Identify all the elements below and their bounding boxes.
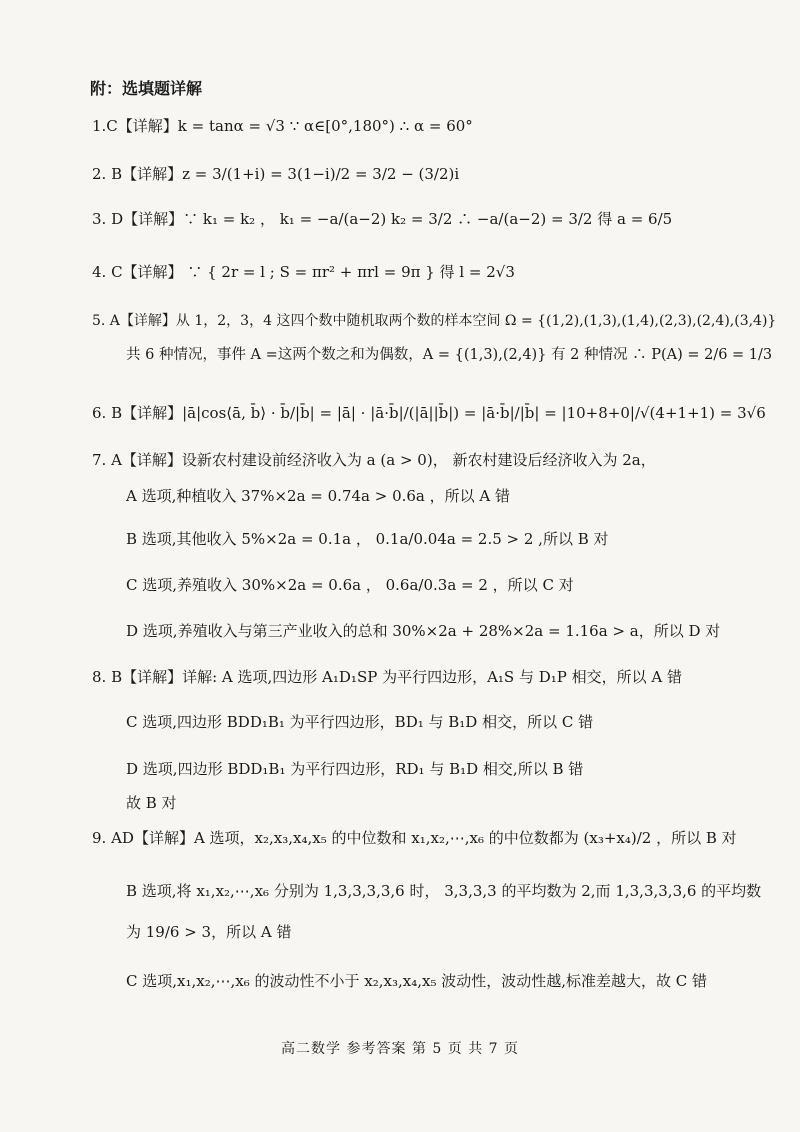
answer-1: 1.C【详解】k = tanα = √3 ∵ α∈[0°,180°) ∴ α = 60° bbox=[92, 117, 473, 135]
answer-7-option-c: C 选项,养殖收入 30%×2a = 0.6a ， 0.6a/0.3a = 2 ，所以 C 对 bbox=[126, 576, 574, 594]
answer-5-line-1: 5. A【详解】从 1，2，3，4 这四个数中随机取两个数的样本空间 Ω = {(1,2),(1,3),(1,4),(2,3),(2,4),(3,4)} bbox=[92, 313, 777, 329]
answer-8-option-d: D 选项,四边形 BDD₁B₁ 为平行四边形，RD₁ 与 B₁D 相交,所以 B 错 bbox=[126, 760, 584, 778]
answer-8-conclusion: 故 B 对 bbox=[126, 794, 177, 812]
answer-8-line-1: 8. B【详解】详解: A 选项,四边形 A₁D₁SP 为平行四边形，A₁S 与 D₁P 相交，所以 A 错 bbox=[92, 668, 683, 686]
answer-9-line-1: 9. AD【详解】A 选项，x₂,x₃,x₄,x₅ 的中位数和 x₁,x₂,⋯,x₆ 的中位数都为 (x₃+x₄)/2 ，所以 B 对 bbox=[92, 829, 737, 847]
answer-3: 3. D【详解】∵ k₁ = k₂ ， k₁ = −a/(a−2) k₂ = 3/2 ∴ −a/(a−2) = 3/2 得 a = 6/5 bbox=[92, 210, 673, 228]
answer-7-option-d: D 选项,养殖收入与第三产业收入的总和 30%×2a + 28%×2a = 1.16a > a，所以 D 对 bbox=[126, 622, 721, 640]
answer-8-option-c: C 选项,四边形 BDD₁B₁ 为平行四边形，BD₁ 与 B₁D 相交，所以 C 错 bbox=[126, 713, 594, 731]
answer-5-line-2: 共 6 种情况，事件 A =这两个数之和为偶数，A = {(1,3),(2,4)} 有 2 种情况 ∴ P(A) = 2/6 = 1/3 bbox=[126, 347, 773, 363]
answer-2: 2. B【详解】z = 3/(1+i) = 3(1−i)/2 = 3/2 − (3/2)i bbox=[92, 165, 460, 183]
answer-6: 6. B【详解】|ā|cos⟨ā, b̄⟩ · b̄/|b̄| = |ā| · |ā·b̄|/(|ā||b̄|) = |ā·b̄|/|b̄| = |10+8+0|/√(4+1+1) = 3√6 bbox=[92, 404, 766, 422]
section-heading: 附：选填题详解 bbox=[90, 79, 203, 98]
answer-7-option-b: B 选项,其他收入 5%×2a = 0.1a ， 0.1a/0.04a = 2.5 > 2 ,所以 B 对 bbox=[126, 530, 609, 548]
answer-9-option-c: C 选项,x₁,x₂,⋯,x₆ 的波动性不小于 x₂,x₃,x₄,x₅ 波动性，波动性越,标准差越大，故 C 错 bbox=[126, 972, 708, 990]
answer-4: 4. C【详解】 ∵ { 2r = l ; S = πr² + πrl = 9π } 得 l = 2√3 bbox=[92, 263, 515, 281]
answer-7-line-1: 7. A【详解】设新农村建设前经济收入为 a (a > 0)， 新农村建设后经济收入为 2a， bbox=[92, 451, 656, 469]
answer-9-option-b-1: B 选项,将 x₁,x₂,⋯,x₆ 分别为 1,3,3,3,3,6 时， 3,3,3,3 的平均数为 2,而 1,3,3,3,3,6 的平均数 bbox=[126, 882, 762, 900]
answer-7-option-a: A 选项,种植收入 37%×2a = 0.74a > 0.6a ，所以 A 错 bbox=[126, 487, 511, 505]
answer-9-option-b-2: 为 19/6 > 3，所以 A 错 bbox=[126, 923, 292, 941]
page-footer: 高二数学 参考答案 第 5 页 共 7 页 bbox=[281, 1041, 519, 1057]
